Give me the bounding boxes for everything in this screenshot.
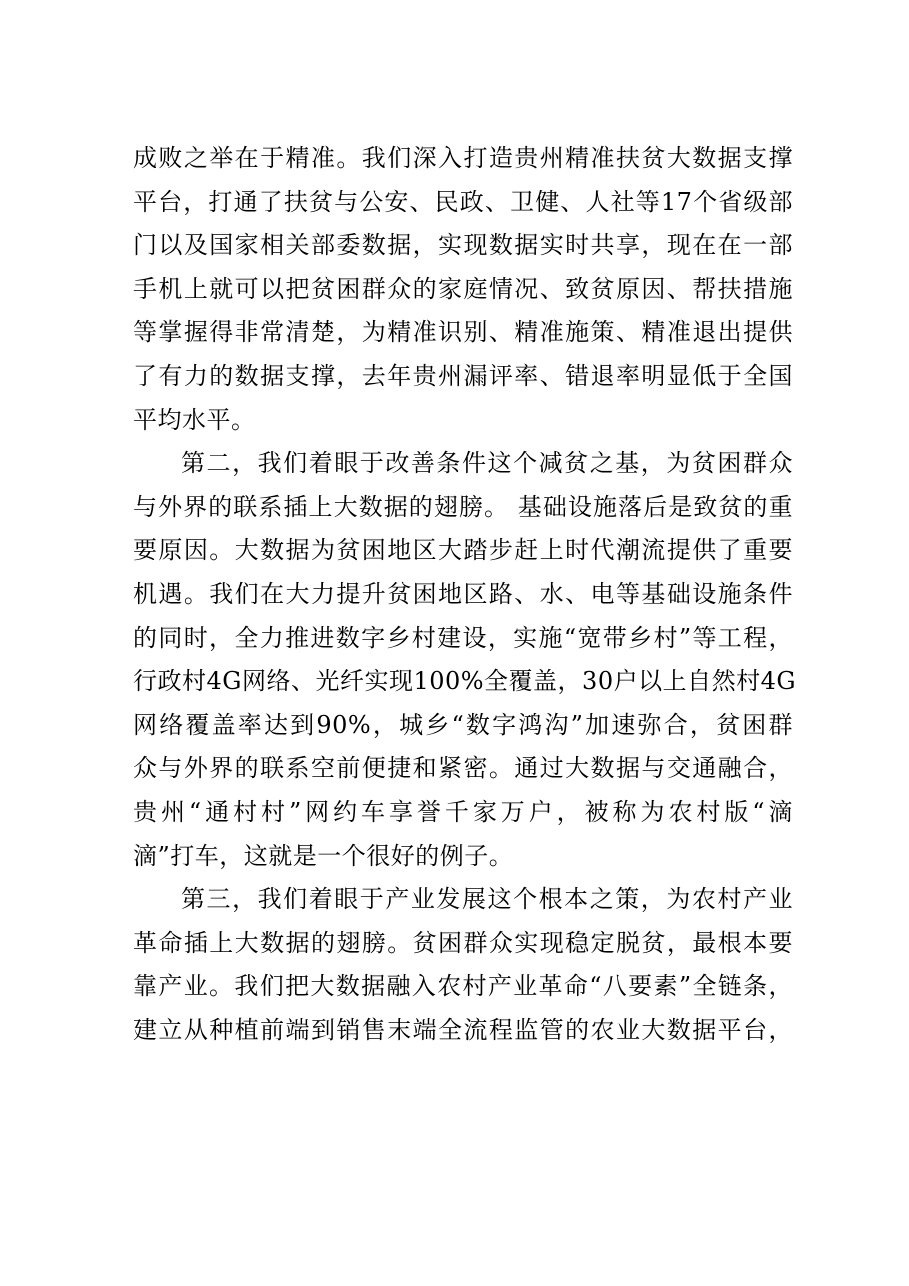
text-line: 行政村4G网络、光纤实现100%全覆盖，30户以上自然村4G [133,667,797,696]
text-line: 平均水平。 [133,405,256,434]
text-line: 网络覆盖率达到90%，城乡“数字鸿沟”加速弥合，贫困群 [133,710,793,739]
body-text [133,137,797,1052]
paragraph-start-line: 第二，我们着眼于改善条件这个减贫之基，为贫困群众 [181,449,793,478]
text-line: 与外界的联系插上大数据的翅膀。 基础设施落后是致贫的重 [133,492,793,521]
text-line: 的同时，全力推进数字乡村建设，实施“宽带乡村”等工程， [133,623,793,652]
text-line: 了有力的数据支撑，去年贵州漏评率、错退率明显低于全国 [133,361,793,390]
text-line: 滴”打车，这就是一个很好的例子。 [133,841,514,870]
text-line: 革命插上大数据的翅膀。贫困群众实现稳定脱贫，最根本要 [133,928,793,957]
text-line: 众与外界的联系空前便捷和紧密。通过大数据与交通融合， [133,754,793,783]
text-line: 手机上就可以把贫困群众的家庭情况、致贫原因、帮扶措施 [133,274,793,303]
text-line: 门以及国家相关部委数据，实现数据实时共享，现在在一部 [133,231,793,260]
text-line: 靠产业。我们把大数据融入农村产业革命“八要素”全链条， [133,972,793,1001]
text-line: 要原因。大数据为贫困地区大踏步赶上时代潮流提供了重要 [133,536,793,565]
text-line: 建立从种植前端到销售末端全流程监管的农业大数据平台， [133,1015,793,1044]
text-line: 成败之举在于精准。我们深入打造贵州精准扶贫大数据支撑 [133,144,793,172]
paragraph-start-line: 第三，我们着眼于产业发展这个根本之策，为农村产业 [181,885,793,914]
text-line: 等掌握得非常清楚，为精准识别、精准施策、精准退出提供 [133,318,793,347]
text-line: 贵州“通村村”网约车享誉千家万户，被称为农村版“滴 [133,797,793,826]
text-line: 机遇。我们在大力提升贫困地区路、水、电等基础设施条件 [133,579,793,608]
text-line: 平台，打通了扶贫与公安、民政、卫健、人社等17个省级部 [133,187,793,216]
